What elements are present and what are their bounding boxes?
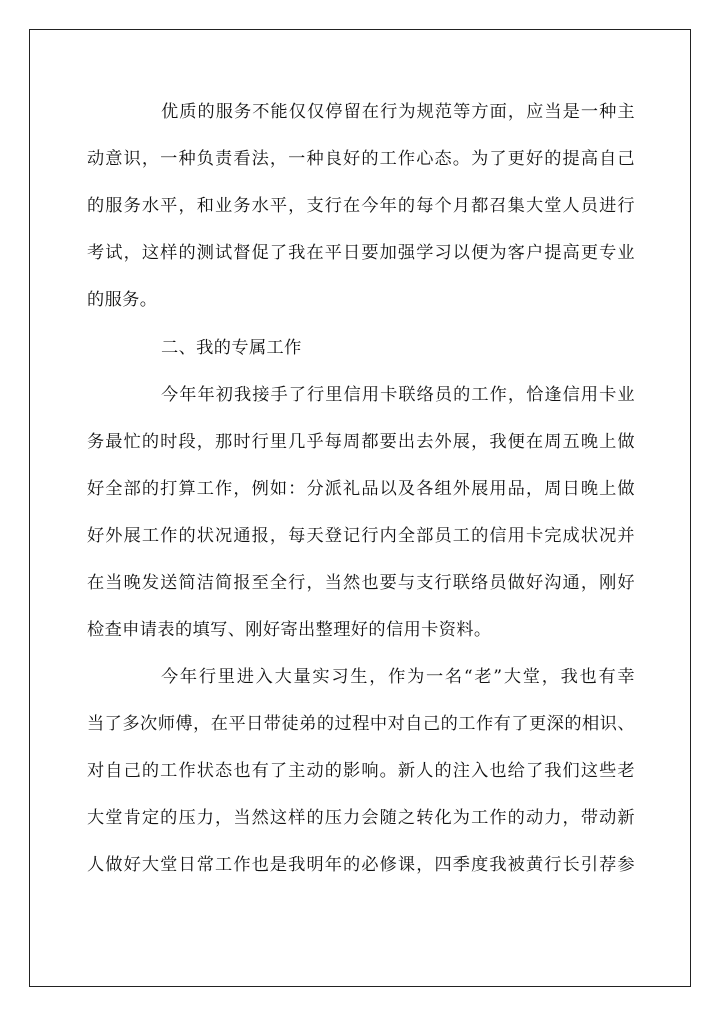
text-line: 考试，这样的测试督促了我在平日要加强学习以便为客户提高更专业	[87, 243, 635, 263]
text-line: 今年行里进入大量实习生，作为一名“老”大堂，我也有幸	[161, 667, 635, 687]
text-line: 在当晚发送简洁简报至全行，当然也要与支行联络员做好沟通，刚好	[87, 573, 635, 593]
text-line: 检查申请表的填写、刚好寄出整理好的信用卡资料。	[87, 620, 492, 640]
text-line: 优质的服务不能仅仅停留在行为规范等方面，应当是一种主	[161, 102, 635, 122]
text-line: 的服务水平，和业务水平，支行在今年的每个月都召集大堂人员进行	[87, 196, 635, 216]
text-line: 今年年初我接手了行里信用卡联络员的工作，恰逢信用卡业	[161, 385, 635, 405]
page-border	[29, 29, 691, 987]
text-line: 的服务。	[87, 290, 158, 310]
text-line: 人做好大堂日常工作也是我明年的必修课，四季度我被黄行长引荐参	[87, 855, 635, 875]
text-line: 当了多次师傅，在平日带徒弟的过程中对自己的工作有了更深的相识、	[87, 714, 635, 734]
text-line: 大堂肯定的压力，当然这样的压力会随之转化为工作的动力，带动新	[87, 808, 635, 828]
text-line: 对自己的工作状态也有了主动的影响。新人的注入也给了我们这些老	[87, 761, 635, 781]
text-line: 好外展工作的状况通报，每天登记行内全部员工的信用卡完成状况并	[87, 526, 635, 546]
section-heading: 二、我的专属工作	[161, 338, 302, 358]
text-line: 动意识，一种负责看法，一种良好的工作心态。为了更好的提高自己	[87, 149, 635, 169]
text-line: 务最忙的时段，那时行里几乎每周都要出去外展，我便在周五晚上做	[87, 432, 635, 452]
text-line: 好全部的打算工作，例如：分派礼品以及各组外展用品，周日晚上做	[87, 479, 635, 499]
